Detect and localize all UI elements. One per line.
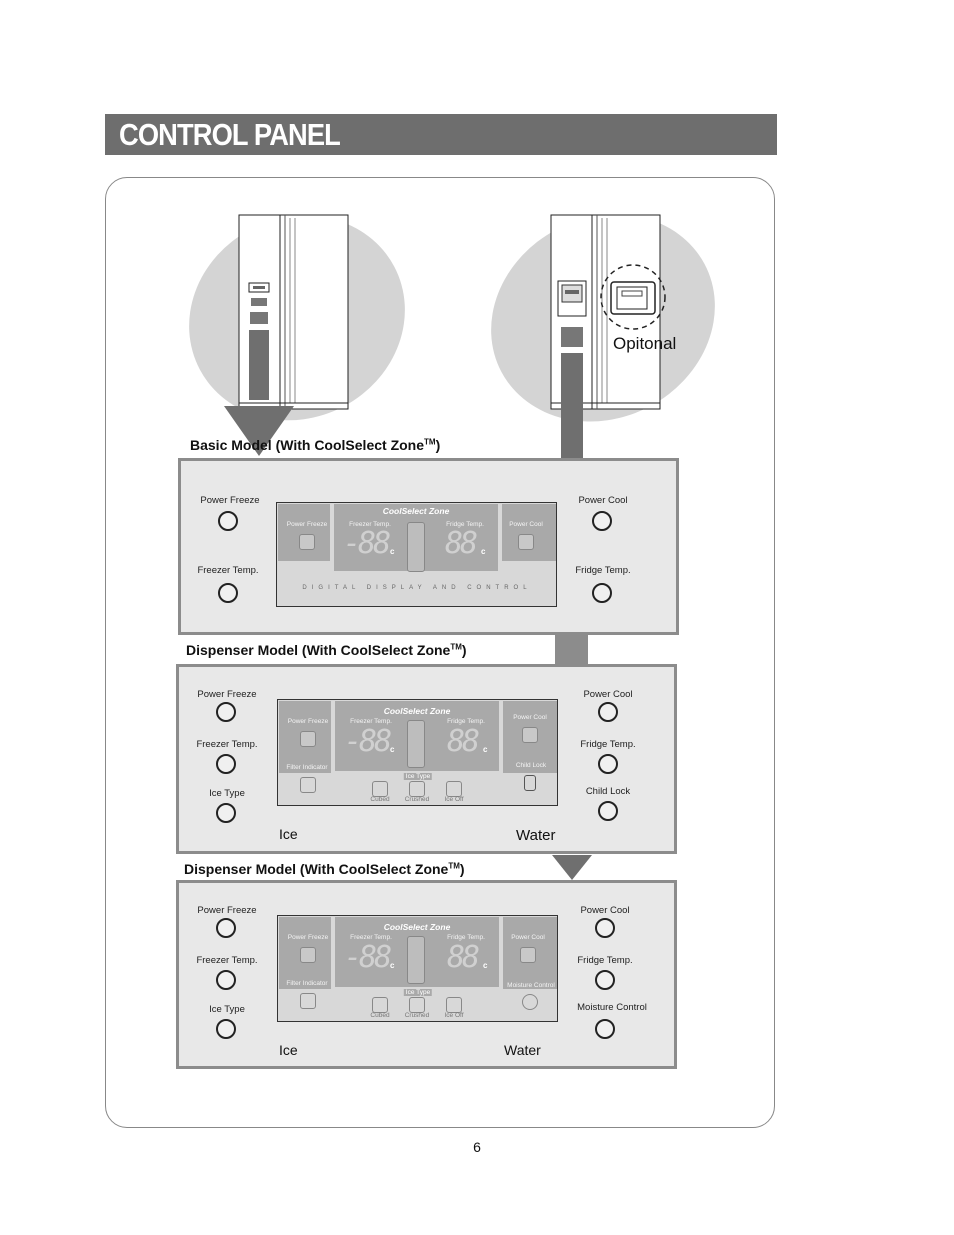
left-arrow-seg-1 bbox=[251, 298, 267, 306]
panel-basic bbox=[178, 458, 679, 635]
coolselect-mode-icon bbox=[407, 720, 425, 768]
freezer-temp-button[interactable] bbox=[216, 754, 236, 774]
power-cool-label: Power Cool bbox=[580, 905, 630, 916]
ice-off-icon bbox=[446, 997, 462, 1013]
display-right-zone bbox=[502, 504, 556, 561]
page-number: 6 bbox=[473, 1139, 481, 1155]
ice-type-button[interactable] bbox=[216, 1019, 236, 1039]
ice-type-label: Ice Type bbox=[209, 788, 245, 799]
panel-3-caption: Dispenser Model (With CoolSelect Zone™) bbox=[184, 861, 465, 877]
fridge-unit: c bbox=[481, 547, 486, 556]
fridge-unit: c bbox=[483, 745, 488, 754]
fridge-temp-digits: 88 bbox=[445, 526, 476, 561]
power-cool-button[interactable] bbox=[595, 918, 615, 938]
optional-panel-inner bbox=[617, 287, 647, 309]
snowflake-icon bbox=[300, 947, 316, 963]
display-filter-indicator-label: Filter Indicator bbox=[286, 764, 328, 771]
digital-display-footer: DIGITAL DISPLAY AND CONTROL bbox=[302, 585, 532, 591]
power-cool-label: Power Cool bbox=[578, 495, 628, 506]
power-cool-button[interactable] bbox=[598, 702, 618, 722]
right-arrow-shaft bbox=[561, 353, 583, 458]
snowflake-icon bbox=[299, 534, 315, 550]
child-lock-button[interactable] bbox=[598, 801, 618, 821]
moisture-control-button[interactable] bbox=[595, 1019, 615, 1039]
moisture-icon bbox=[522, 994, 538, 1010]
power-cool-button[interactable] bbox=[592, 511, 612, 531]
crushed-ice-icon bbox=[409, 997, 425, 1013]
freezer-temp-label: Freezer Temp. bbox=[196, 739, 258, 750]
left-fridge-panel-display bbox=[253, 286, 265, 289]
right-arrow-seg-1 bbox=[561, 327, 583, 347]
freezer-temp-button[interactable] bbox=[216, 970, 236, 990]
left-arrow-seg-2 bbox=[250, 312, 268, 324]
coolselect-mode-icon bbox=[407, 936, 425, 984]
display-freezer-temp-label: Freezer Temp. bbox=[350, 718, 392, 725]
ice-type-button[interactable] bbox=[216, 803, 236, 823]
ice-word: Ice bbox=[279, 1042, 298, 1058]
snowflake-icon bbox=[300, 731, 316, 747]
ice-option-crushed: Crushed bbox=[404, 796, 430, 803]
panel-2-caption: Dispenser Model (With CoolSelect Zone™) bbox=[186, 642, 467, 658]
ice-word: Ice bbox=[279, 826, 298, 842]
lock-icon bbox=[524, 775, 536, 791]
panel-2-caption-text: Dispenser Model (With CoolSelect Zone bbox=[186, 642, 451, 658]
display-fridge-temp-label: Fridge Temp. bbox=[446, 521, 484, 528]
water-word: Water bbox=[504, 1042, 541, 1058]
droplet-icon bbox=[518, 534, 534, 550]
filter-icon bbox=[300, 993, 316, 1009]
display-ice-type-label: Ice Type bbox=[405, 773, 431, 780]
display-power-freeze-label: Power Freeze bbox=[286, 521, 328, 528]
cubed-ice-icon bbox=[372, 997, 388, 1013]
left-arrow-shaft bbox=[249, 330, 269, 400]
panel-dispenser-moisture-control bbox=[176, 880, 677, 1069]
dispenser-lever bbox=[565, 290, 579, 294]
fridge-temp-button[interactable] bbox=[595, 970, 615, 990]
freezer-unit: c bbox=[390, 961, 395, 970]
page-title: CONTROL PANEL bbox=[119, 117, 340, 152]
display-power-freeze-label: Power Freeze bbox=[287, 718, 329, 725]
digital-display bbox=[277, 915, 558, 1022]
freezer-temp-digits: -88 bbox=[344, 724, 390, 759]
cubed-ice-icon bbox=[372, 781, 388, 797]
display-filter-indicator-label: Filter Indicator bbox=[286, 980, 328, 987]
droplet-icon bbox=[522, 727, 538, 743]
optional-panel-display bbox=[622, 291, 642, 296]
droplet-icon bbox=[520, 947, 536, 963]
panel-3-caption-text: Dispenser Model (With CoolSelect Zone bbox=[184, 861, 449, 877]
fridge-temp-button[interactable] bbox=[592, 583, 612, 603]
fridge-temp-button[interactable] bbox=[598, 754, 618, 774]
display-power-cool-label: Power Cool bbox=[509, 521, 543, 528]
digital-display bbox=[276, 502, 557, 607]
panel-3-caption-tm: TM bbox=[448, 861, 460, 871]
panel-1-caption-text: Basic Model (With CoolSelect Zone bbox=[190, 437, 425, 453]
ice-option-ice-off: Ice Off bbox=[444, 1012, 464, 1019]
display-power-cool-label: Power Cool bbox=[513, 714, 547, 721]
crushed-ice-icon bbox=[409, 781, 425, 797]
freezer-temp-digits: -88 bbox=[343, 526, 389, 561]
panel-1-caption: Basic Model (With CoolSelect Zone™) bbox=[190, 437, 441, 453]
coolselect-zone-title: CoolSelect Zone bbox=[383, 922, 451, 932]
display-freezer-temp-label: Freezer Temp. bbox=[349, 521, 391, 528]
display-power-cool-label: Power Cool bbox=[511, 934, 545, 941]
freezer-temp-label: Freezer Temp. bbox=[196, 955, 258, 966]
panel-2-caption-tm: TM bbox=[450, 642, 462, 652]
connector-arrow-head bbox=[552, 855, 592, 880]
coolselect-zone-title: CoolSelect Zone bbox=[383, 706, 451, 716]
ice-option-ice-off: Ice Off bbox=[444, 796, 464, 803]
power-freeze-button[interactable] bbox=[216, 702, 236, 722]
fridge-temp-label: Fridge Temp. bbox=[580, 739, 636, 750]
digital-display bbox=[277, 699, 558, 806]
fridge-temp-digits: 88 bbox=[447, 724, 478, 759]
panel-dispenser-child-lock bbox=[176, 664, 677, 854]
power-freeze-button[interactable] bbox=[216, 918, 236, 938]
panel-1-caption-tm: TM bbox=[424, 437, 436, 447]
filter-icon bbox=[300, 777, 316, 793]
freezer-unit: c bbox=[390, 745, 395, 754]
display-left-zone bbox=[278, 504, 330, 561]
power-freeze-label: Power Freeze bbox=[197, 689, 257, 700]
ice-option-crushed: Crushed bbox=[404, 1012, 430, 1019]
ice-option-cubed: Cubed bbox=[370, 796, 390, 803]
fridge-temp-label: Fridge Temp. bbox=[575, 565, 631, 576]
ice-option-cubed: Cubed bbox=[370, 1012, 390, 1019]
display-fridge-temp-label: Fridge Temp. bbox=[447, 934, 485, 941]
display-child-lock-label: Child Lock bbox=[515, 762, 547, 769]
power-freeze-label: Power Freeze bbox=[197, 905, 257, 916]
coolselect-zone-title: CoolSelect Zone bbox=[382, 506, 450, 516]
fridge-temp-digits: 88 bbox=[447, 940, 478, 975]
ice-type-label: Ice Type bbox=[209, 1004, 245, 1015]
power-freeze-label: Power Freeze bbox=[200, 495, 260, 506]
water-word: Water bbox=[516, 827, 556, 844]
fridge-temp-label: Fridge Temp. bbox=[577, 955, 633, 966]
moisture-control-label: Moisture Control bbox=[577, 1002, 647, 1013]
power-freeze-button[interactable] bbox=[218, 511, 238, 531]
freezer-unit: c bbox=[390, 547, 395, 556]
optional-label: Opitonal bbox=[613, 334, 677, 353]
display-fridge-temp-label: Fridge Temp. bbox=[447, 718, 485, 725]
coolselect-mode-icon bbox=[407, 522, 425, 572]
freezer-temp-label: Freezer Temp. bbox=[197, 565, 259, 576]
ice-off-icon bbox=[446, 781, 462, 797]
display-ice-type-label: Ice Type bbox=[405, 989, 431, 996]
fridge-unit: c bbox=[483, 961, 488, 970]
display-freezer-temp-label: Freezer Temp. bbox=[350, 934, 392, 941]
freezer-temp-digits: -88 bbox=[344, 940, 390, 975]
display-power-freeze-label: Power Freeze bbox=[287, 934, 329, 941]
freezer-temp-button[interactable] bbox=[218, 583, 238, 603]
child-lock-label: Child Lock bbox=[585, 786, 631, 797]
connector-arrow-shaft bbox=[555, 634, 588, 664]
display-moisture-control-label: Moisture Control bbox=[507, 982, 555, 989]
power-cool-label: Power Cool bbox=[583, 689, 633, 700]
